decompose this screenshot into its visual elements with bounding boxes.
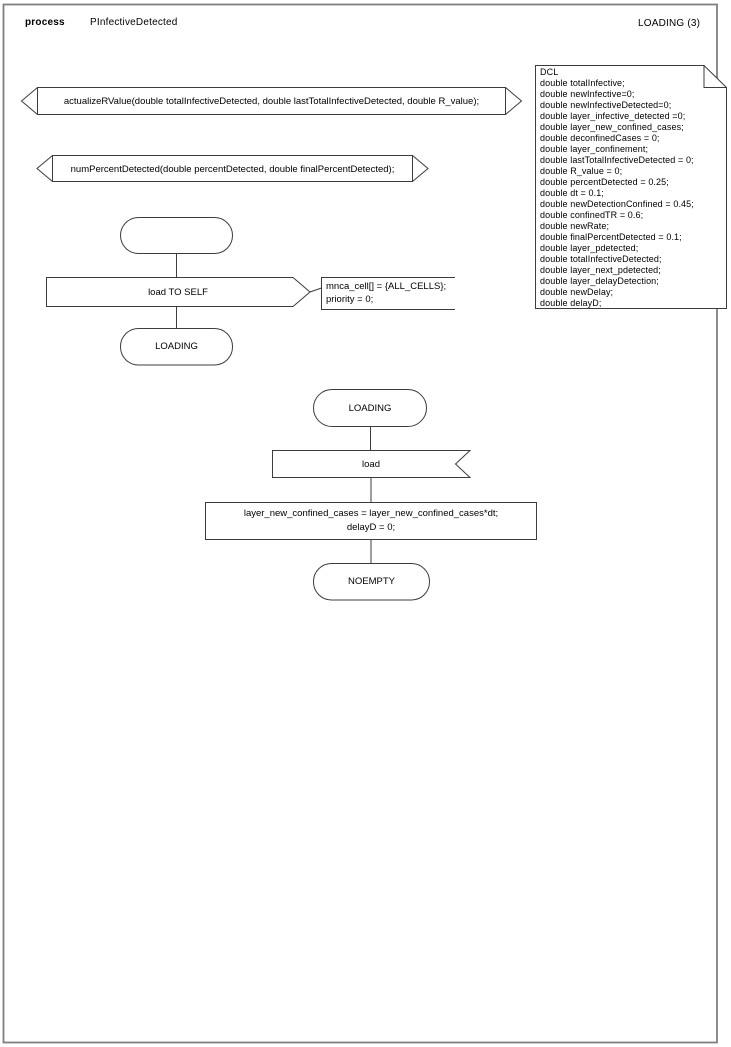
output-load-to-self-label: load TO SELF bbox=[148, 286, 208, 298]
state-loading-1-label: LOADING bbox=[155, 341, 198, 352]
state-loading-2-label: LOADING bbox=[348, 402, 392, 414]
dcl-text: DCL double totalInfective; double newInfective=0; double newInfectiveDetected=0; double layer_infective_detected =0; double layer_new_confined_cases; double deconfinedCases = 0; double layer_confinement; double lastTotalInfectiveDetected = 0; double R_value = 0; double percentDetected = 0.25; double dt = 0.1; double newDetectionConfined = 0.45; double confinedTR = 0.6; double newRate; double finalPercentDetected = 0.1; double layer_pdetected; double totalInfectiveDetected; double layer_next_pdetected; double layer_delayDetection; double newDelay; double delayD; bbox=[540, 67, 694, 308]
process-name: PInfectiveDetected bbox=[90, 17, 178, 28]
state-noempty-label: NOEMPTY bbox=[348, 576, 395, 587]
process-kind-label: process bbox=[25, 17, 65, 28]
page-indicator: LOADING (3) bbox=[638, 18, 701, 29]
comment-text: mnca_cell[] = {ALL_CELLS}; priority = 0; bbox=[326, 281, 447, 305]
task-text: layer_new_confined_cases = layer_new_confined_cases*dt; delayD = 0; bbox=[243, 508, 499, 533]
comment-connector-line[interactable] bbox=[310, 288, 322, 292]
procedure-numpercent-label: numPercentDetected(double percentDetected, double finalPercentDetected); bbox=[70, 163, 395, 175]
procedure-actualize-label: actualizeRValue(double totalInfectiveDetected, double lastTotalInfectiveDetected, double R_value); bbox=[63, 96, 480, 107]
start-state-shape[interactable] bbox=[121, 218, 233, 254]
input-load-label: load bbox=[362, 458, 380, 470]
